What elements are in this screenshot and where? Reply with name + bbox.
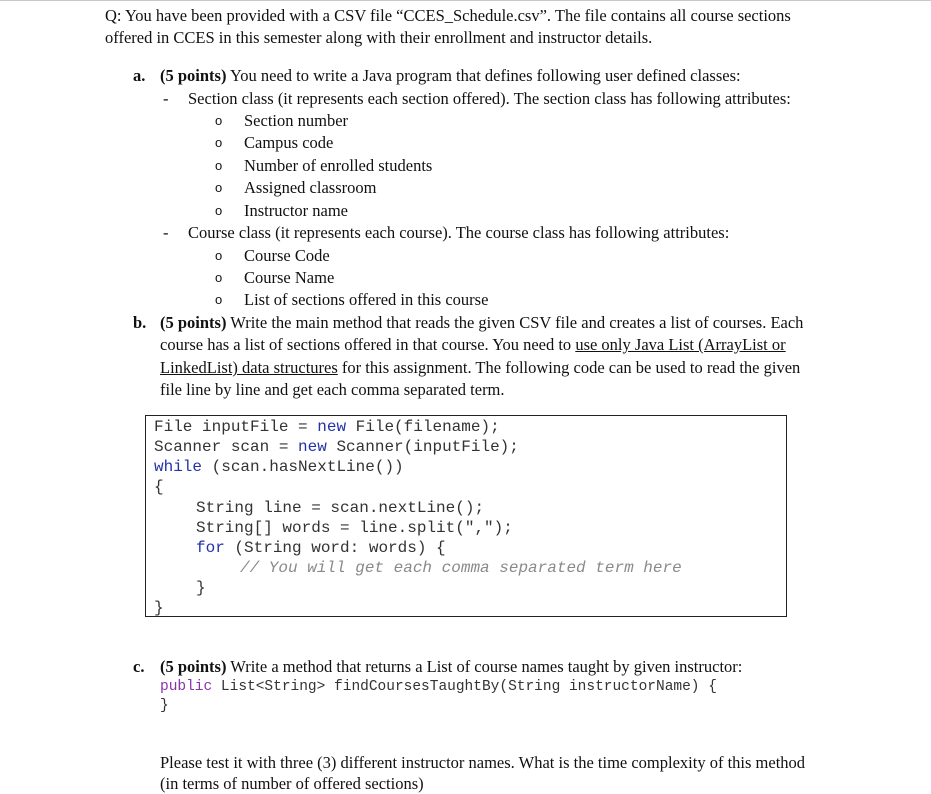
method-close-brace: } (160, 698, 169, 714)
bullet-icon: o (215, 158, 223, 173)
part-a-heading (160, 65, 741, 86)
bullet-icon: o (215, 135, 223, 150)
part-a-points: (5 points) (160, 66, 227, 85)
code-line-7: for (String word: words) { (196, 539, 446, 557)
code-line-6: String[] words = line.split(","); (196, 519, 513, 537)
bullet-icon: o (215, 203, 223, 218)
part-b-line-3: LinkedList) data structures for this assignment. The following code can be used to read the given (160, 358, 801, 377)
code-line-8-comment: // You will get each comma separated term here (240, 559, 682, 577)
section-attr-4: Assigned classroom (244, 178, 377, 197)
course-attr-1: Course Code (244, 246, 330, 265)
code-line-10: } (154, 599, 164, 617)
course-attr-3: List of sections offered in this course (244, 290, 489, 309)
test-line-2: (in terms of number of offered sections) (160, 774, 424, 793)
section-class-dash: - (163, 89, 169, 108)
part-b-line-4: file line by line and get each comma separated term. (160, 380, 505, 399)
part-a-intro: You need to write a Java program that defines following user defined classes: (226, 66, 741, 85)
course-attr-2: Course Name (244, 268, 335, 287)
question-line-1: Q: You have been provided with a CSV file “CCES_Schedule.csv”. The file contains all course sections (105, 6, 791, 25)
part-b-label: b. (133, 313, 147, 332)
bullet-icon: o (215, 292, 223, 307)
part-c-heading: (5 points) Write a method that returns a List of course names taught by given instructor: (160, 657, 743, 676)
code-line-1: File inputFile = new File(filename); (154, 418, 500, 436)
method-signature: public List<String> findCoursesTaughtBy(String instructorName) { (160, 679, 717, 695)
course-class-dash: - (163, 223, 169, 242)
part-b-points: (5 points) (160, 313, 227, 332)
code-line-9: } (196, 579, 206, 597)
test-line-1: Please test it with three (3) different instructor names. What is the time complexity of this method (160, 753, 806, 772)
part-a-label: a. (133, 66, 146, 85)
bullet-icon: o (215, 113, 223, 128)
question-line-2: offered in CCES in this semester along with their enrollment and instructor details. (105, 28, 653, 47)
top-rule (0, 0, 931, 1)
section-attr-1: Section number (244, 111, 349, 130)
section-class-text: Section class (it represents each section offered). The section class has following attributes: (188, 89, 791, 108)
code-line-4: { (154, 478, 164, 496)
course-class-text: Course class (it represents each course). The course class has following attributes: (188, 223, 730, 242)
bullet-icon: o (215, 180, 223, 195)
part-b-line-2: course has a list of sections offered in that course. You need to use only Java List (ArrayList or (160, 335, 786, 354)
code-line-5: String line = scan.nextLine(); (196, 499, 485, 517)
code-line-2: Scanner scan = new Scanner(inputFile); (154, 438, 519, 456)
part-b-line-1: (5 points) Write the main method that reads the given CSV file and creates a list of courses. Each (160, 313, 804, 332)
section-attr-5: Instructor name (244, 201, 349, 220)
section-attr-2: Campus code (244, 133, 334, 152)
code-line-3: while (scan.hasNextLine()) (154, 458, 404, 476)
bullet-icon: o (215, 248, 223, 263)
bullet-icon: o (215, 270, 223, 285)
section-attr-3: Number of enrolled students (244, 156, 433, 175)
part-c-label: c. (133, 657, 145, 676)
part-c-points: (5 points) (160, 657, 227, 676)
